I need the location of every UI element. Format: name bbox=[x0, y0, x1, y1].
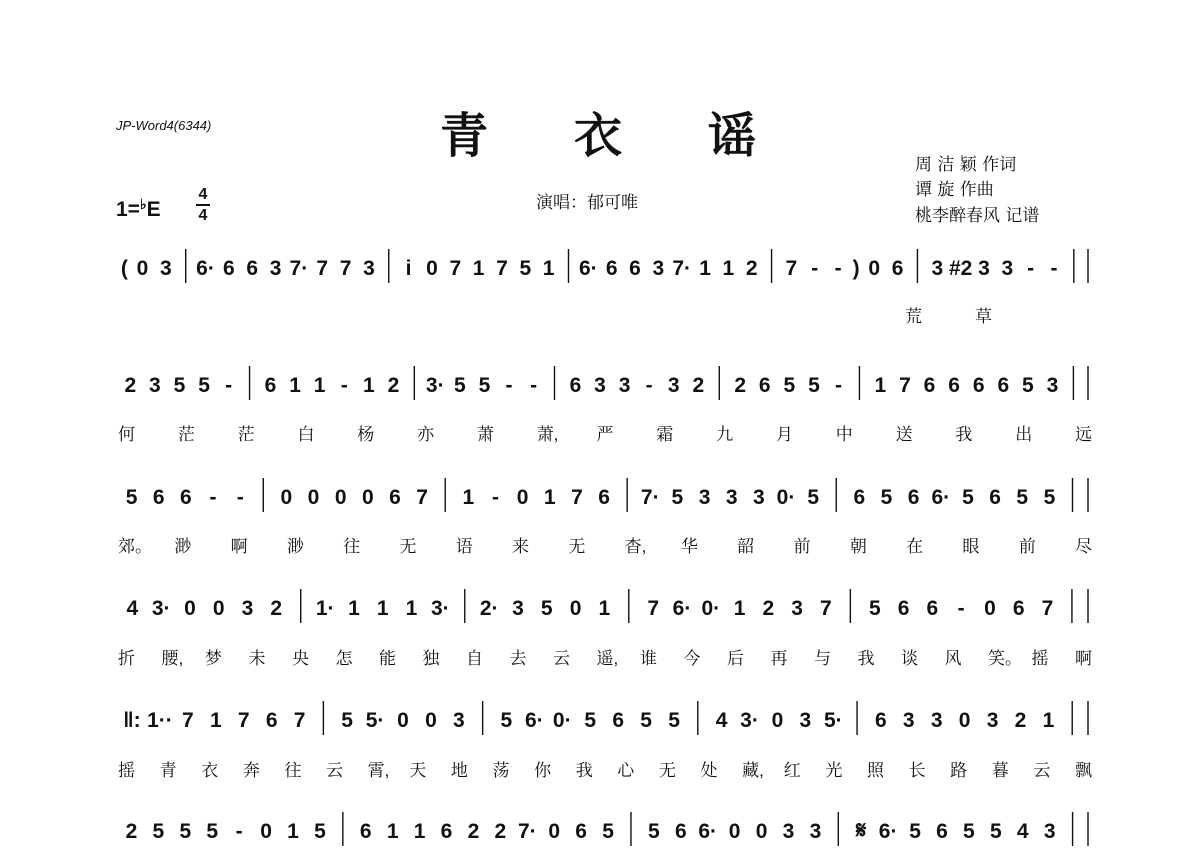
note: 0 bbox=[426, 257, 438, 280]
note: 3 bbox=[930, 709, 943, 732]
note: 5 bbox=[198, 374, 210, 397]
note: i bbox=[405, 257, 412, 280]
lyric-syllable: 往 bbox=[343, 537, 361, 556]
note: 3 bbox=[453, 709, 465, 732]
lyric-syllable: 茫 bbox=[237, 425, 255, 444]
note: 3 bbox=[1043, 820, 1056, 843]
lyric-syllable: 摇 bbox=[118, 761, 135, 780]
lyric-syllable: 往 bbox=[284, 761, 302, 780]
note: 7· bbox=[517, 820, 537, 843]
note: 3 bbox=[791, 597, 803, 620]
note: 1 bbox=[289, 374, 301, 397]
note: 0 bbox=[516, 486, 529, 509]
note: 7 bbox=[785, 257, 798, 280]
note: 1 bbox=[874, 374, 887, 397]
note: 1· bbox=[315, 597, 335, 620]
note: 3 bbox=[594, 374, 606, 397]
hold-dash: - bbox=[530, 374, 538, 397]
lyric-syllable: 怎 bbox=[335, 649, 353, 668]
note: 6 bbox=[891, 257, 904, 280]
note: 6 bbox=[180, 486, 192, 509]
lyric-syllable: 自 bbox=[466, 649, 483, 668]
note: 5 bbox=[909, 820, 921, 843]
lyric-syllable: 后 bbox=[727, 649, 744, 668]
lyric-syllable: 风 bbox=[944, 649, 962, 668]
lyric-syllable: 月 bbox=[775, 425, 793, 444]
note: 3 bbox=[241, 597, 254, 620]
note: 0 bbox=[260, 820, 272, 843]
note: 7 bbox=[496, 257, 508, 280]
note: 6· bbox=[931, 486, 951, 509]
lyric-syllable: 霄, bbox=[367, 761, 390, 780]
note: 5 bbox=[519, 257, 532, 280]
note: 2 bbox=[467, 820, 480, 843]
note: 3 bbox=[753, 486, 765, 509]
note: 3 bbox=[782, 820, 795, 843]
key-prefix: 1= bbox=[116, 198, 140, 221]
note: 0 bbox=[984, 597, 996, 620]
note: 3 bbox=[1046, 374, 1059, 397]
lyric-syllable: 霜 bbox=[656, 425, 674, 444]
note: 1 bbox=[722, 257, 735, 280]
time-top: 4 bbox=[198, 186, 208, 203]
note: 1 bbox=[542, 257, 555, 280]
lyric-syllable: 草 bbox=[975, 307, 992, 326]
lyric-syllable: 无 bbox=[568, 537, 586, 556]
note: 6 bbox=[997, 374, 1010, 397]
note: 7 bbox=[449, 257, 462, 280]
note: 1 bbox=[405, 597, 418, 620]
hold-dash: - bbox=[811, 257, 819, 280]
note: 3 bbox=[1001, 257, 1014, 280]
note: 6· bbox=[878, 820, 898, 843]
lyric-syllable: 前 bbox=[1018, 537, 1036, 556]
lyric-syllable: 云 bbox=[326, 761, 344, 780]
note: 0 bbox=[728, 820, 741, 843]
lyric-syllable: 啊 bbox=[230, 537, 248, 556]
lyric-syllable: 能 bbox=[379, 649, 396, 668]
lyric-syllable: 谈 bbox=[901, 649, 918, 668]
note: 5 bbox=[500, 709, 513, 732]
note: 6 bbox=[853, 486, 866, 509]
note: 5 bbox=[963, 820, 975, 843]
note: 5 bbox=[962, 486, 974, 509]
hold-dash: - bbox=[957, 597, 965, 620]
note: 6 bbox=[629, 257, 641, 280]
composer-credit: 谭 旋 作曲 bbox=[915, 180, 994, 200]
note: 5 bbox=[173, 374, 186, 397]
note: 2 bbox=[762, 597, 775, 620]
note: 2 bbox=[125, 820, 138, 843]
lyric-syllable: 出 bbox=[1015, 425, 1033, 444]
note: 5 bbox=[478, 374, 491, 397]
flat-sign: ♭ bbox=[139, 196, 147, 212]
note: 0 bbox=[184, 597, 196, 620]
note: 0· bbox=[552, 709, 572, 732]
note: 0 bbox=[136, 257, 149, 280]
lyric-syllable: 严 bbox=[596, 425, 614, 444]
lyric-syllable: 朝 bbox=[849, 537, 867, 556]
lyric-syllable: 中 bbox=[835, 425, 853, 444]
hold-dash: - bbox=[225, 374, 233, 397]
note: 5 bbox=[648, 820, 660, 843]
note: 0 bbox=[361, 486, 374, 509]
lyric-syllable: 腰, bbox=[161, 649, 184, 668]
note: 2 bbox=[692, 374, 705, 397]
hold-dash: - bbox=[505, 374, 513, 397]
note: 0 bbox=[334, 486, 347, 509]
lyric-syllable: 我 bbox=[955, 425, 973, 444]
lyric-syllable: 茫 bbox=[177, 425, 195, 444]
note: 6 bbox=[907, 486, 920, 509]
note: 6· bbox=[578, 257, 598, 280]
lyric-syllable: 韶 bbox=[737, 537, 755, 556]
note: 5 bbox=[540, 597, 553, 620]
repeat-start: ‖: bbox=[123, 709, 141, 732]
lyric-syllable: 我 bbox=[575, 761, 593, 780]
lyric-syllable: 藏, bbox=[742, 761, 764, 780]
lyric-syllable: 九 bbox=[716, 425, 734, 444]
lyric-syllable: 暮 bbox=[991, 761, 1009, 780]
note: 5 bbox=[125, 486, 138, 509]
note: 0 bbox=[307, 486, 320, 509]
note: 3 bbox=[978, 257, 990, 280]
note: 5 bbox=[152, 820, 165, 843]
note: 4 bbox=[126, 597, 139, 620]
note: 7 bbox=[293, 709, 306, 732]
hold-dash: - bbox=[835, 374, 843, 397]
note: 3 bbox=[667, 374, 680, 397]
note: 0 bbox=[397, 709, 409, 732]
note: 1 bbox=[362, 374, 375, 397]
lyric-syllable: 亦 bbox=[417, 425, 435, 444]
note: 3 bbox=[363, 257, 375, 280]
lyric-syllable: 奔 bbox=[242, 761, 260, 780]
note: 5 bbox=[783, 374, 796, 397]
note: 6 bbox=[223, 257, 235, 280]
lyric-syllable: 独 bbox=[422, 649, 440, 668]
lyric-syllable: 去 bbox=[509, 649, 527, 668]
note: 6 bbox=[923, 374, 936, 397]
note: 6· bbox=[524, 709, 544, 732]
note: 3 bbox=[698, 486, 711, 509]
note: 3· bbox=[151, 597, 171, 620]
note: 1 bbox=[1042, 709, 1055, 732]
note: 3 bbox=[512, 597, 524, 620]
note: 3 bbox=[160, 257, 172, 280]
lyric-syllable: 远 bbox=[1075, 425, 1092, 444]
lyric-syllable: 渺 bbox=[286, 537, 304, 556]
note: 2 bbox=[745, 257, 758, 280]
hold-dash: - bbox=[834, 257, 842, 280]
note: 0 bbox=[569, 597, 582, 620]
hold-dash: - bbox=[236, 486, 244, 509]
lyric-syllable: 央 bbox=[292, 649, 309, 668]
note: 6 bbox=[989, 486, 1001, 509]
note: 1 bbox=[462, 486, 475, 509]
note: 6 bbox=[575, 820, 587, 843]
hold-dash: - bbox=[235, 820, 243, 843]
lyric-syllable: 遥, bbox=[596, 649, 619, 668]
lyric-syllable: 郊。 bbox=[118, 537, 152, 556]
lyric-syllable: 再 bbox=[770, 649, 788, 668]
lyric-syllable: 天 bbox=[409, 761, 427, 780]
note: 6 bbox=[605, 257, 618, 280]
note: 0 bbox=[548, 820, 561, 843]
lyric-syllable: 荒 bbox=[905, 307, 922, 326]
lyric-syllable: 杨 bbox=[357, 425, 375, 444]
lyric-syllable: 萧, bbox=[536, 425, 559, 444]
note: 3 bbox=[149, 374, 161, 397]
note: 6 bbox=[265, 709, 278, 732]
lyric-syllable: 荡 bbox=[492, 761, 510, 780]
note: 1 bbox=[472, 257, 485, 280]
note: 7 bbox=[571, 486, 583, 509]
lyric-syllable: 萧 bbox=[476, 425, 494, 444]
note: 5 bbox=[807, 486, 820, 509]
lyric-syllable: 长 bbox=[908, 761, 926, 780]
note: 5 bbox=[868, 597, 881, 620]
key-note: E bbox=[146, 198, 161, 221]
note: 1 bbox=[386, 820, 399, 843]
hold-dash: - bbox=[209, 486, 217, 509]
note: 1 bbox=[598, 597, 611, 620]
lyric-syllable: 前 bbox=[793, 537, 811, 556]
note: 0 bbox=[280, 486, 293, 509]
note: 1 bbox=[348, 597, 360, 620]
note: 6 bbox=[359, 820, 372, 843]
note: 3 bbox=[902, 709, 915, 732]
lyric-syllable: 云 bbox=[1033, 761, 1051, 780]
note: 2 bbox=[1014, 709, 1027, 732]
note: 6 bbox=[569, 374, 582, 397]
note: 7 bbox=[237, 709, 250, 732]
note: 5 bbox=[1022, 374, 1034, 397]
note: 6 bbox=[246, 257, 259, 280]
song-title: 青衣谣 bbox=[440, 108, 843, 164]
note: 3 bbox=[799, 709, 812, 732]
note: #2 bbox=[948, 257, 973, 280]
lyric-syllable: 红 bbox=[783, 761, 801, 780]
note: 0· bbox=[701, 597, 721, 620]
lyric-syllable: 照 bbox=[866, 761, 884, 780]
note: 3 bbox=[269, 257, 282, 280]
note: 3 bbox=[618, 374, 631, 397]
note: 5· bbox=[823, 709, 843, 732]
note: 5 bbox=[1016, 486, 1029, 509]
note: 6 bbox=[389, 486, 401, 509]
note: 0· bbox=[776, 486, 796, 509]
note: 7 bbox=[899, 374, 911, 397]
lyric-syllable: 摇 bbox=[1031, 649, 1049, 668]
source-label: JP-Word4(6344) bbox=[116, 118, 212, 133]
note: 6· bbox=[698, 820, 718, 843]
note: 5 bbox=[206, 820, 219, 843]
lyric-syllable: 云 bbox=[553, 649, 570, 668]
transcriber-credit: 桃李醉春风 记谱 bbox=[915, 206, 1040, 226]
note: 1 bbox=[699, 257, 711, 280]
note: 6 bbox=[1012, 597, 1025, 620]
hold-dash: - bbox=[491, 486, 499, 509]
note: 6· bbox=[196, 257, 215, 280]
note: 5 bbox=[602, 820, 614, 843]
note: 5 bbox=[640, 709, 652, 732]
lyric-syllable: 处 bbox=[700, 761, 718, 780]
note: 6 bbox=[152, 486, 165, 509]
lyric-syllable: 华 bbox=[680, 537, 698, 556]
time-bottom: 4 bbox=[198, 207, 208, 224]
lyric-syllable: 尽 bbox=[1075, 537, 1092, 556]
lyric-syllable: 何 bbox=[118, 425, 135, 444]
note: 5 bbox=[671, 486, 684, 509]
note: 6 bbox=[264, 374, 277, 397]
note: 3· bbox=[425, 374, 445, 397]
note: 6 bbox=[598, 486, 610, 509]
hold-dash: - bbox=[340, 374, 348, 397]
lyric-syllable: 无 bbox=[399, 537, 417, 556]
note: 1 bbox=[733, 597, 746, 620]
note: 6 bbox=[758, 374, 771, 397]
segno-sign: 𝄋 bbox=[856, 817, 867, 844]
note: 7· bbox=[640, 486, 660, 509]
note: 7 bbox=[647, 597, 660, 620]
singer-credit: 演唱：郁可唯 bbox=[536, 193, 638, 213]
note: 5 bbox=[341, 709, 353, 732]
lyric-syllable: 谁 bbox=[640, 649, 657, 668]
lyric-syllable: 与 bbox=[814, 649, 831, 668]
note: 7 bbox=[1041, 597, 1054, 620]
paren: ( bbox=[120, 257, 128, 280]
note: 0 bbox=[771, 709, 784, 732]
note: 5 bbox=[808, 374, 820, 397]
lyric-syllable: 飘 bbox=[1075, 761, 1092, 780]
lyric-syllable: 未 bbox=[248, 649, 266, 668]
note: 5 bbox=[453, 374, 466, 397]
note: 5 bbox=[314, 820, 326, 843]
note: 3 bbox=[809, 820, 822, 843]
note: 1 bbox=[287, 820, 299, 843]
lyric-syllable: 送 bbox=[895, 425, 913, 444]
note: 3· bbox=[430, 597, 450, 620]
lyric-syllable: 杳, bbox=[624, 537, 647, 556]
lyric-syllable: 在 bbox=[906, 537, 924, 556]
lyric-syllable: 无 bbox=[658, 761, 676, 780]
note: 7 bbox=[316, 257, 329, 280]
hold-dash: - bbox=[645, 374, 653, 397]
note: 4 bbox=[715, 709, 728, 732]
note: 2 bbox=[124, 374, 137, 397]
lyricist-credit: 周 洁 颖 作词 bbox=[915, 155, 1017, 175]
note: 5 bbox=[880, 486, 893, 509]
note: 6 bbox=[440, 820, 453, 843]
note: 2 bbox=[494, 820, 507, 843]
note: 5 bbox=[584, 709, 597, 732]
lyric-syllable: 折 bbox=[118, 649, 135, 668]
note: 3 bbox=[931, 257, 944, 280]
note: 0 bbox=[425, 709, 437, 732]
note: 1 bbox=[209, 709, 222, 732]
lyric-syllable: 啊 bbox=[1075, 649, 1092, 668]
lyric-syllable: 你 bbox=[534, 761, 552, 780]
note: 6 bbox=[948, 374, 960, 397]
lyric-syllable: 语 bbox=[455, 537, 473, 556]
note: 0 bbox=[958, 709, 971, 732]
note: 7· bbox=[672, 257, 692, 280]
lyric-syllable: 白 bbox=[297, 425, 315, 444]
note: 3 bbox=[652, 257, 665, 280]
note: 2 bbox=[270, 597, 283, 620]
note: 5 bbox=[1043, 486, 1056, 509]
note: 1 bbox=[413, 820, 426, 843]
note: 6 bbox=[926, 597, 939, 620]
hold-dash: - bbox=[1050, 257, 1058, 280]
note: 3 bbox=[725, 486, 738, 509]
lyric-syllable: 来 bbox=[512, 537, 530, 556]
note: 1·· bbox=[147, 709, 173, 732]
note: 2 bbox=[387, 374, 400, 397]
lyric-syllable: 梦 bbox=[205, 649, 222, 668]
hold-dash: - bbox=[1027, 257, 1035, 280]
lyric-syllable: 地 bbox=[450, 761, 468, 780]
note: 7 bbox=[182, 709, 194, 732]
note: 6· bbox=[672, 597, 692, 620]
note: 0 bbox=[212, 597, 225, 620]
lyric-syllable: 笑。 bbox=[988, 649, 1022, 668]
lyric-syllable: 心 bbox=[617, 761, 635, 780]
note: 6 bbox=[936, 820, 948, 843]
note: 7· bbox=[289, 257, 309, 280]
note: 6 bbox=[674, 820, 687, 843]
lyric-syllable: 青 bbox=[159, 761, 177, 780]
lyric-syllable: 我 bbox=[857, 649, 875, 668]
lyric-syllable: 光 bbox=[825, 761, 843, 780]
note: 2 bbox=[734, 374, 747, 397]
note: 7 bbox=[820, 597, 832, 620]
note: 7 bbox=[416, 486, 428, 509]
note: 5 bbox=[179, 820, 192, 843]
lyric-syllable: 路 bbox=[950, 761, 968, 780]
lyric-syllable: 今 bbox=[683, 649, 701, 668]
note: 3· bbox=[740, 709, 759, 732]
note: 4 bbox=[1016, 820, 1029, 843]
note: 2· bbox=[479, 597, 499, 620]
note: 1 bbox=[313, 374, 326, 397]
note: 6 bbox=[897, 597, 910, 620]
note: 0 bbox=[868, 257, 881, 280]
paren: ) bbox=[852, 257, 860, 280]
note: 7 bbox=[339, 257, 352, 280]
note: 6 bbox=[612, 709, 625, 732]
note: 6 bbox=[972, 374, 985, 397]
note: 5 bbox=[668, 709, 680, 732]
note: 5· bbox=[365, 709, 385, 732]
lyric-syllable: 衣 bbox=[201, 761, 219, 780]
lyric-syllable: 渺 bbox=[174, 537, 192, 556]
note: 3 bbox=[986, 709, 999, 732]
note: 1 bbox=[376, 597, 389, 620]
note: 1 bbox=[543, 486, 556, 509]
note: 0 bbox=[755, 820, 768, 843]
note: 6 bbox=[874, 709, 887, 732]
lyric-syllable: 眼 bbox=[962, 537, 980, 556]
note: 5 bbox=[989, 820, 1002, 843]
